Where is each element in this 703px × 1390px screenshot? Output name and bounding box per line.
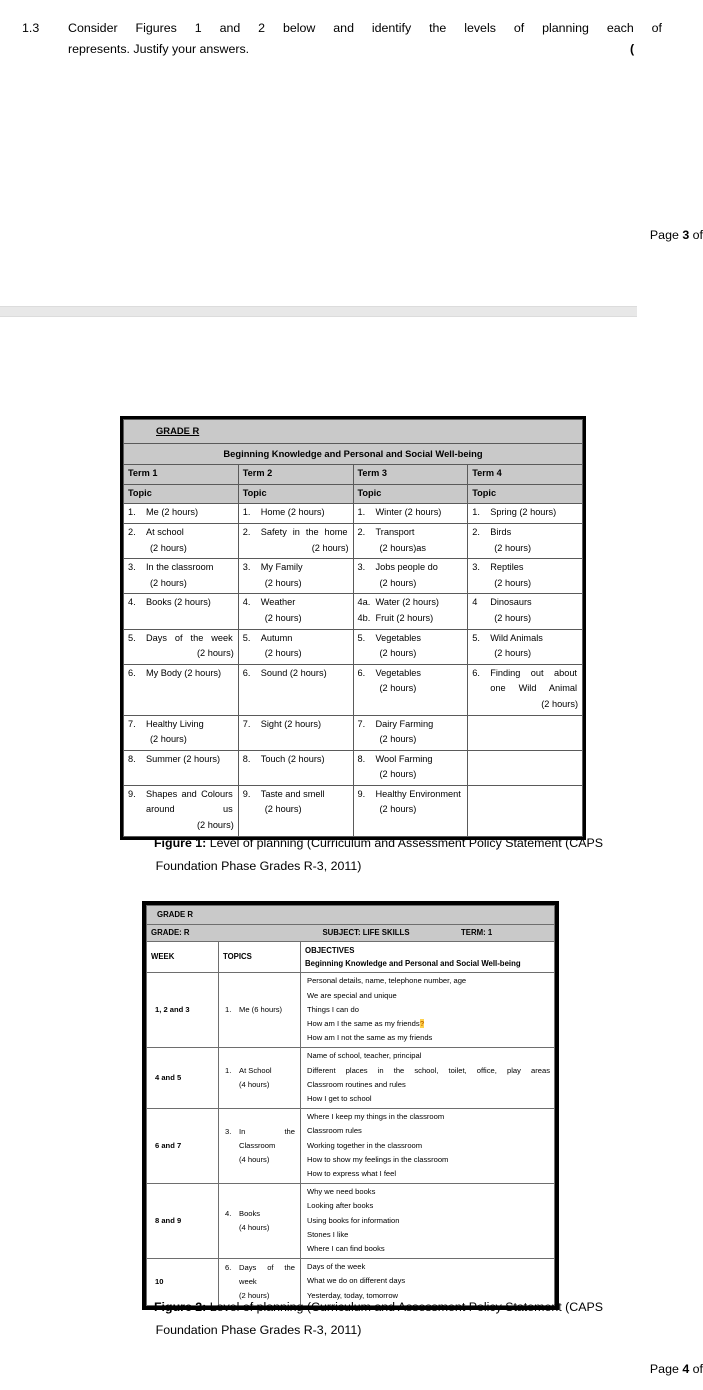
- table-cell-term-4: [468, 664, 583, 715]
- item-number: 7.: [357, 718, 366, 729]
- figure-1-caption-text: Level of planning (Curriculum and Assessment Policy Statement (CAPS: [206, 836, 603, 850]
- item-text: At school: [146, 526, 184, 537]
- objective-item: Things I can do: [307, 1004, 359, 1014]
- objective-item: How to show my feelings in the classroom: [307, 1154, 449, 1164]
- item-number: 5.: [128, 632, 136, 643]
- item-hours: (2 hours): [264, 577, 302, 588]
- objective-item: Classroom routines and rules: [307, 1079, 406, 1089]
- objective-item: How I get to school: [307, 1094, 372, 1104]
- band-title: Beginning Knowledge and Personal and Social Well-being: [124, 443, 583, 465]
- item-number: 8.: [128, 753, 136, 764]
- item-number: 6.: [128, 667, 136, 678]
- topic-cell: [219, 1184, 301, 1259]
- item-hours: (2 hours): [196, 820, 234, 831]
- table-cell-term-4: [468, 629, 583, 664]
- item-hours: (2 hours): [494, 648, 532, 659]
- item-number: 6.: [472, 667, 480, 678]
- question-marks: (: [630, 42, 635, 56]
- table-cell-term-1: [124, 629, 239, 664]
- figure-2-caption-line-1: [154, 1296, 603, 1319]
- grade-value: GRADE: R: [151, 928, 190, 938]
- item-hours: (2 hours): [494, 542, 532, 553]
- table-cell-term-2: [238, 664, 353, 715]
- question-line-2: [68, 39, 662, 60]
- item-text: Transport: [375, 526, 415, 537]
- item-text: Safety in the home: [260, 526, 348, 537]
- question-block: [22, 18, 662, 60]
- objective-item: Name of school, teacher, principal: [307, 1051, 422, 1061]
- term-value: TERM: 1: [461, 928, 493, 938]
- subject-row: [147, 925, 555, 942]
- question-line-2-text: represents. Justify your answers.: [68, 42, 250, 56]
- week-cell: 10: [147, 1259, 219, 1306]
- item-hours: (2 hours): [196, 648, 234, 659]
- table-cell-term-3: [353, 664, 468, 715]
- item-text: Water (2 hours): [375, 597, 439, 608]
- figure-1-caption-line-1: [154, 832, 603, 855]
- item-text: Autumn: [260, 632, 293, 643]
- table-row: [124, 785, 583, 836]
- item-number: 4.: [128, 597, 136, 608]
- item-text: In the classroom: [146, 562, 214, 573]
- objective-item: Yesterday, today, tomorrow: [307, 1290, 399, 1300]
- figure-1-table-container: [120, 416, 586, 840]
- item-number: 8.: [357, 753, 366, 764]
- table-cell-term-2: [238, 750, 353, 785]
- table-row: [124, 559, 583, 594]
- table-cell-term-3: [353, 629, 468, 664]
- topic-cell: [219, 1109, 301, 1184]
- item-number: 4: [472, 597, 478, 608]
- item-number: 9.: [128, 788, 136, 799]
- topic-hours: (4 hours): [239, 1223, 270, 1233]
- table-row-topic-headers: [124, 484, 583, 504]
- topic-text: Me (6 hours): [239, 1005, 283, 1015]
- item-hours: (2 hours): [379, 734, 417, 745]
- table-cell-term-4: [468, 594, 583, 629]
- item-text: Summer (2 hours): [146, 753, 221, 764]
- table-cell-term-2: [238, 523, 353, 558]
- table-cell-term-2: [238, 504, 353, 524]
- table-cell-term-3: [353, 785, 468, 836]
- objective-item: Personal details, name, telephone number, age: [307, 976, 467, 986]
- figure-1-caption-prefix: Figure 1:: [153, 836, 207, 850]
- item-hours: (2 hours): [494, 612, 532, 623]
- objectives-cell: [301, 1048, 555, 1109]
- topic-text: Books: [239, 1209, 261, 1219]
- page-footer-3: [0, 228, 703, 242]
- objectives-cell: [301, 1184, 555, 1259]
- objective-item: What we do on different days: [307, 1276, 406, 1286]
- table-row-term-headers: [124, 465, 583, 485]
- table-cell-term-1: [124, 715, 239, 750]
- item-text: Vegetables: [375, 667, 421, 678]
- item-number: 7.: [128, 718, 136, 729]
- objective-item: Working together in the classroom: [307, 1140, 423, 1150]
- table-row-band: [124, 443, 583, 465]
- topic-hours: (4 hours): [239, 1155, 270, 1165]
- item-hours: (2 hours): [379, 683, 417, 694]
- table-cell-term-4: [468, 559, 583, 594]
- item-number: 6.: [357, 667, 366, 678]
- item-text: Winter (2 hours): [375, 507, 442, 518]
- table-cell-term-3: [353, 559, 468, 594]
- item-hours: (2 hours): [264, 804, 302, 815]
- table-cell-term-1: [124, 559, 239, 594]
- item-number: 5.: [357, 632, 366, 643]
- item-text: Vegetables: [375, 632, 421, 643]
- item-text: Days of the week: [146, 632, 233, 643]
- table-cell-term-3: [353, 750, 468, 785]
- item-number: 9.: [242, 788, 251, 799]
- table-row: [124, 594, 583, 629]
- topic-text: In the Classroom: [239, 1126, 295, 1151]
- item-number: 1.: [242, 507, 251, 518]
- item-text: Shapes and Colours around us: [146, 788, 233, 815]
- item-text: Sound (2 hours): [260, 667, 327, 678]
- item-number: 7.: [242, 718, 251, 729]
- item-number: 2.: [242, 526, 251, 537]
- topic-cell: [219, 1048, 301, 1109]
- table-cell-term-2: [238, 594, 353, 629]
- item-text: Wild Animals: [490, 632, 543, 643]
- objectives-cell: [301, 1109, 555, 1184]
- table-row-grade: [147, 906, 555, 925]
- figure-2-table-container: [142, 901, 559, 1310]
- topic-number: 1.: [225, 1005, 232, 1015]
- topic-header-2: Topic: [238, 484, 353, 504]
- item-text: My Family: [260, 562, 303, 573]
- column-header-objectives: [301, 942, 555, 973]
- objective-item: How to express what I feel: [307, 1169, 397, 1179]
- item-hours: (2 hours)as: [379, 542, 426, 553]
- page-footer-4: [0, 1362, 703, 1376]
- topic-header-3: Topic: [353, 484, 468, 504]
- table-row-column-headers: [147, 942, 555, 973]
- item-text: Healthy Environment: [375, 788, 461, 799]
- week-cell: 1, 2 and 3: [147, 973, 219, 1048]
- grade-label: GRADE R: [147, 906, 555, 925]
- table-cell-term-3: [353, 715, 468, 750]
- page-footer-3-text: Page 3 of: [649, 228, 703, 242]
- objectives-subtitle: Beginning Knowledge and Personal and Social Well-being: [305, 959, 521, 969]
- item-number: 2.: [472, 526, 480, 537]
- item-number: 1.: [128, 507, 136, 518]
- term-header-2: Term 2: [238, 465, 353, 485]
- term-header-3: Term 3: [353, 465, 468, 485]
- figure-2-table: [146, 905, 555, 1306]
- item-number: 1.: [357, 507, 366, 518]
- question-number: 1.3: [22, 21, 40, 35]
- item-text: Birds: [490, 526, 512, 537]
- table-row: [147, 1109, 555, 1184]
- item-text: Taste and smell: [260, 788, 325, 799]
- table-cell-term-4: [468, 523, 583, 558]
- item-number: 3.: [242, 562, 251, 573]
- item-text: Me (2 hours): [146, 507, 199, 518]
- objective-item: Days of the week: [307, 1262, 366, 1272]
- item-hours: (2 hours): [150, 577, 187, 588]
- item-hours: (2 hours): [379, 577, 417, 588]
- table-row: [147, 1048, 555, 1109]
- item-text: Books (2 hours): [146, 597, 211, 608]
- table-cell-term-2: [238, 785, 353, 836]
- item-hours: (2 hours): [311, 542, 349, 553]
- objective-item: Classroom rules: [307, 1126, 362, 1136]
- item-hours: (2 hours): [379, 648, 417, 659]
- item-number: 8.: [242, 753, 251, 764]
- page-break-divider: [0, 306, 637, 317]
- item-text: Healthy Living: [146, 718, 204, 729]
- week-cell: 8 and 9: [147, 1184, 219, 1259]
- table-cell-term-1: [124, 523, 239, 558]
- topic-text: At School: [239, 1066, 272, 1076]
- table-row: [124, 664, 583, 715]
- figure-2-caption-prefix: Figure 2:: [153, 1300, 207, 1314]
- table-row: [124, 523, 583, 558]
- figure-2-caption: [0, 1296, 637, 1342]
- topic-header-4: Topic: [468, 484, 583, 504]
- item-text: Dairy Farming: [375, 718, 434, 729]
- topic-number: 4.: [225, 1209, 232, 1219]
- table-cell-term-4: [468, 715, 583, 750]
- table-row: [147, 973, 555, 1048]
- week-cell: 4 and 5: [147, 1048, 219, 1109]
- table-cell-term-2: [238, 629, 353, 664]
- topic-number: 1.: [225, 1066, 232, 1076]
- item-text: Wool Farming: [375, 753, 433, 764]
- objective-item: Using books for information: [307, 1215, 400, 1225]
- figure-1-caption-line-2: Foundation Phase Grades R-3, 2011): [155, 859, 362, 873]
- item-hours: (2 hours): [264, 648, 302, 659]
- item-number: 6.: [242, 667, 251, 678]
- topic-hours: (4 hours): [239, 1080, 270, 1090]
- topic-number: 3.: [225, 1126, 232, 1136]
- table-row: [147, 1184, 555, 1259]
- table-cell-term-4: [468, 750, 583, 785]
- item-hours: (2 hours): [379, 769, 417, 780]
- grade-label: GRADE R: [124, 420, 583, 444]
- objective-item: We are special and unique: [307, 990, 397, 1000]
- table-cell-term-3: [353, 523, 468, 558]
- table-row-subject: [147, 925, 555, 942]
- item-text: Touch (2 hours): [260, 753, 325, 764]
- topic-hours: (2 hours): [239, 1291, 270, 1301]
- item-hours: (2 hours): [150, 734, 187, 745]
- item-text: Finding out about one Wild Animal: [490, 667, 577, 694]
- week-cell: 6 and 7: [147, 1109, 219, 1184]
- figure-2-body: [147, 973, 555, 1305]
- item-number: 3.: [472, 562, 480, 573]
- topic-number: 6.: [225, 1262, 232, 1272]
- table-cell-term-1: [124, 785, 239, 836]
- table-row: [124, 750, 583, 785]
- objectives-title: OBJECTIVES: [305, 946, 355, 956]
- item-number: 1.: [472, 507, 480, 518]
- highlight-marker: ?: [419, 1019, 425, 1029]
- table-cell-term-4: [468, 785, 583, 836]
- item-number: 9.: [357, 788, 366, 799]
- table-row: [124, 629, 583, 664]
- item-number: 2.: [128, 526, 136, 537]
- item-number: 4a.: [357, 597, 371, 608]
- item-hours: (2 hours): [379, 804, 417, 815]
- table-row-grade: [124, 420, 583, 444]
- objective-item: Different places in the school, toilet, office, play areas: [307, 1065, 550, 1075]
- topic-text: Days of the week: [239, 1262, 295, 1286]
- objective-item: How am I the same as my friends?: [307, 1019, 425, 1029]
- item-number: 4.: [242, 597, 251, 608]
- figure-2-caption-line-2: Foundation Phase Grades R-3, 2011): [155, 1323, 362, 1337]
- topic-header-1: Topic: [124, 484, 239, 504]
- item-number: 4b.: [357, 612, 371, 623]
- table-cell-term-2: [238, 559, 353, 594]
- item-hours: (2 hours): [494, 577, 532, 588]
- item-number: 3.: [128, 562, 136, 573]
- objective-item: Stones I like: [307, 1229, 349, 1239]
- item-text: Sight (2 hours): [260, 718, 322, 729]
- item-text: Weather: [260, 597, 296, 608]
- figure-2-caption-text: Level of planning (Curriculum and Assessment Policy Statement (CAPS: [206, 1300, 603, 1314]
- figure-1-table: [123, 419, 583, 837]
- item-hours: (2 hours): [264, 612, 302, 623]
- item-text: Home (2 hours): [260, 507, 325, 518]
- objective-item: Where I keep my things in the classroom: [307, 1112, 445, 1122]
- table-row: [124, 715, 583, 750]
- item-text: Jobs people do: [375, 562, 438, 573]
- item-hours: (2 hours): [150, 542, 187, 553]
- table-cell-term-3: [353, 504, 468, 524]
- objectives-cell: [301, 973, 555, 1048]
- page-footer-4-text: Page 4 of: [649, 1362, 703, 1376]
- term-header-4: Term 4: [468, 465, 583, 485]
- term-header-1: Term 1: [124, 465, 239, 485]
- item-text: Reptiles: [490, 562, 524, 573]
- table-row: [124, 504, 583, 524]
- item-number: 5.: [472, 632, 480, 643]
- item-text: Fruit (2 hours): [375, 612, 434, 623]
- table-cell-term-3: [353, 594, 468, 629]
- item-number: 5.: [242, 632, 251, 643]
- subject-value: SUBJECT: LIFE SKILLS: [322, 928, 410, 938]
- figure-1-caption: [0, 832, 637, 878]
- question-body: [68, 18, 662, 60]
- item-hours: (2 hours): [541, 698, 578, 709]
- topic-cell: [219, 973, 301, 1048]
- item-text: Dinosaurs: [490, 597, 532, 608]
- item-number: 2.: [357, 526, 366, 537]
- table-cell-term-1: [124, 594, 239, 629]
- item-text: My Body (2 hours): [146, 667, 222, 678]
- objective-item: Looking after books: [307, 1201, 374, 1211]
- table-cell-term-2: [238, 715, 353, 750]
- table-cell-term-1: [124, 750, 239, 785]
- item-text: Spring (2 hours): [490, 507, 557, 518]
- objective-item: Where I can find books: [307, 1244, 385, 1254]
- item-number: 3.: [357, 562, 366, 573]
- objective-item: How am I not the same as my friends: [307, 1033, 433, 1043]
- table-cell-term-1: [124, 504, 239, 524]
- table-cell-term-4: [468, 504, 583, 524]
- column-header-week: WEEK: [147, 942, 219, 973]
- question-line-1: Consider Figures 1 and 2 below and identify the levels of planning each of: [68, 21, 662, 35]
- figure-1-body: [124, 504, 583, 836]
- table-cell-term-1: [124, 664, 239, 715]
- column-header-topics: TOPICS: [219, 942, 301, 973]
- objective-item: Why we need books: [307, 1187, 376, 1197]
